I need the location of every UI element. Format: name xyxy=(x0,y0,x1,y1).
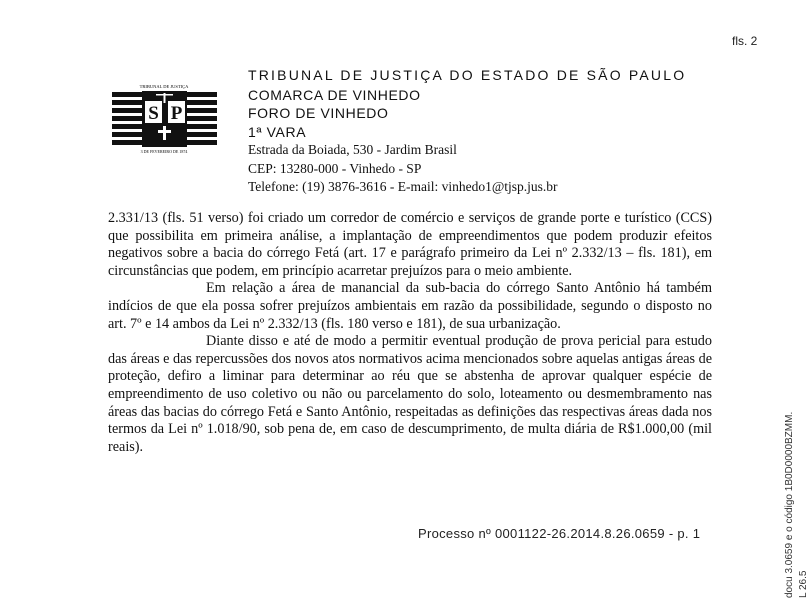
seal-letter-s: S xyxy=(148,103,159,124)
court-header xyxy=(248,66,686,197)
vara: 1ª VARA xyxy=(248,123,307,140)
paragraph-3: Diante disso e até de modo a permitir eventual produção de prova pericial para estudo das áreas e das repercussões dos novos atos normativos acima mencionados sobre aquelas antigas áreas de proteção, defiro a liminar para determinar ao réu que se abstenha de aprovar qualquer espécie de empreendimento de uso coletivo ou não ou parcelamento do solo, loteamento ou desmembramento nas áreas das bacias do córrego Fetá e Santo Antônio, respeitadas as definições das respectivas áreas dada nos termos da Lei nº 1.018/90, sob pena de, em caso de descumprimento, de multa diária de R$1.000,00 (mil reais). xyxy=(108,333,712,455)
process-number: Processo nº 0001122-26.2014.8.26.0659 - p. 1 xyxy=(418,526,701,541)
cep: CEP: 13280-000 - Vinhedo - SP xyxy=(248,160,422,176)
phone-email: Telefone: (19) 3876-3616 - E-mail: vinhedo1@tjsp.jus.br xyxy=(248,179,558,194)
seal-top-text: TRIBUNAL DE JUSTIÇA xyxy=(139,84,189,89)
page-number: fls. 2 xyxy=(732,34,758,48)
court-seal xyxy=(112,80,217,156)
side-note-secondary: L 26.5 xyxy=(798,570,809,598)
document-body xyxy=(108,210,712,456)
paragraph-2: Em relação a área de manancial da sub-bacia do córrego Santo Antônio há também indícios de que ela possa sofrer prejuízos ambientais em razão da possibilidade, segundo o disposto no art. 7º e 14 ambos da Lei nº 2.332/13 (fls. 180 verso e 181), de sua urbanização. xyxy=(108,280,712,332)
paragraph-1: 2.331/13 (fls. 51 verso) foi criado um corredor de comércio e serviços de grande porte e turístico (CCS) que possibilita em primeira análise, a implantação de empreendimentos que podem produzir efeitos negativos sobre a bacia do córrego Fetá (art. 17 e parágrafo primeiro da Lei nº 2.332/13 – fls. 181), em circunstâncias que podem, em princípio acarretar prejuízos para o meio ambiente. xyxy=(108,210,712,279)
foro: FORO DE VINHEDO xyxy=(248,105,389,121)
seal-bottom-text: 3 DE FEVEREIRO DE 1874 xyxy=(140,149,188,154)
seal-letter-p: P xyxy=(170,103,183,124)
comarca: COMARCA DE VINHEDO xyxy=(248,86,421,103)
address: Estrada da Boiada, 530 - Jardim Brasil xyxy=(248,142,457,157)
side-note-verification: docu 3.0659 e o código 1B0D0000BZMM. xyxy=(784,411,795,598)
court-name: TRIBUNAL DE JUSTIÇA DO ESTADO DE SÃO PAULO xyxy=(248,67,687,83)
